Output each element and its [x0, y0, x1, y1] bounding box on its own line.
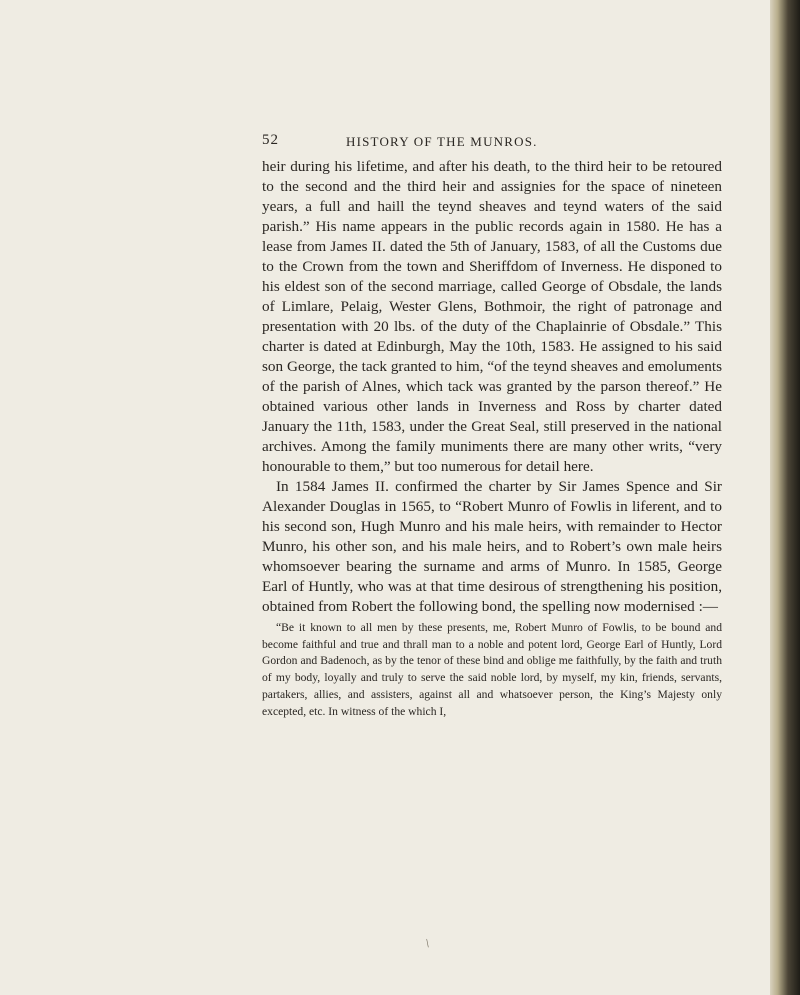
- page-edge-shadow: [770, 0, 800, 995]
- stray-ink-mark: /: [422, 936, 433, 950]
- paragraph-2: In 1584 James II. confirmed the charter by Sir James Spence and Sir Alexander Douglas in 1565, to “Robert Munro of Fowlis in liferent, and to his second son, Hugh Munro and his male heirs, with remainder to Hector Munro, his other son, and his male heirs, and to Robert’s own male heirs whomsoever bearing the surname and arms of Munro. In 1585, George Earl of Huntly, who was at that time desirous of strengthening his position, obtained from Robert the following bond, the spelling now modernised :—: [262, 478, 722, 615]
- page-number: 52: [262, 132, 279, 148]
- body-text: [262, 157, 722, 720]
- running-title: HISTORY OF THE MUNROS.: [346, 134, 538, 149]
- paragraph-1: heir during his lifetime, and after his death, to the third heir to be retoured to the second and the third heir and assignies for the space of nineteen years, a full and haill the teynd sheaves and teynd waters of the said parish.” His name appears in the public records again in 1580. He has a lease from James II. dated the 5th of January, 1583, of all the Customs due to the Crown from the town and Sheriffdom of Inverness. He disponed to his eldest son of the second marriage, called George of Obsdale, the lands of Limlare, Pelaig, Wester Glens, Bothmoir, the right of patronage and presentation with 20 lbs. of the duty of the Chaplainrie of Obsdale.” This charter is dated at Edinburgh, May the 10th, 1583. He assigned to his said son George, the tack granted to him, “of the teynd sheaves and emoluments of the parish of Alnes, which tack was granted by the parson thereof.” He obtained various other lands in Inverness and Ross by charter dated January the 11th, 1583, under the Great Seal, still preserved in the national archives. Among the family muniments there are many other writs, “very honourable to them,” but too numerous for detail here.: [262, 158, 722, 475]
- running-head: [262, 132, 722, 152]
- quoted-bond: “Be it known to all men by these presents, me, Robert Munro of Fowlis, to be bound and become faithful and true and thrall man to a noble and potent lord, George Earl of Huntly, Lord Gordon and Badenoch, as by the tenor of these bind and oblige me faithfully, by the faith and truth of my body, loyally and truly to serve the said noble lord, by myself, my kin, friends, servants, partakers, allies, and assisters, against all and whatsoever person, the King’s Majesty only excepted, etc. In witness of the which I,: [262, 621, 722, 718]
